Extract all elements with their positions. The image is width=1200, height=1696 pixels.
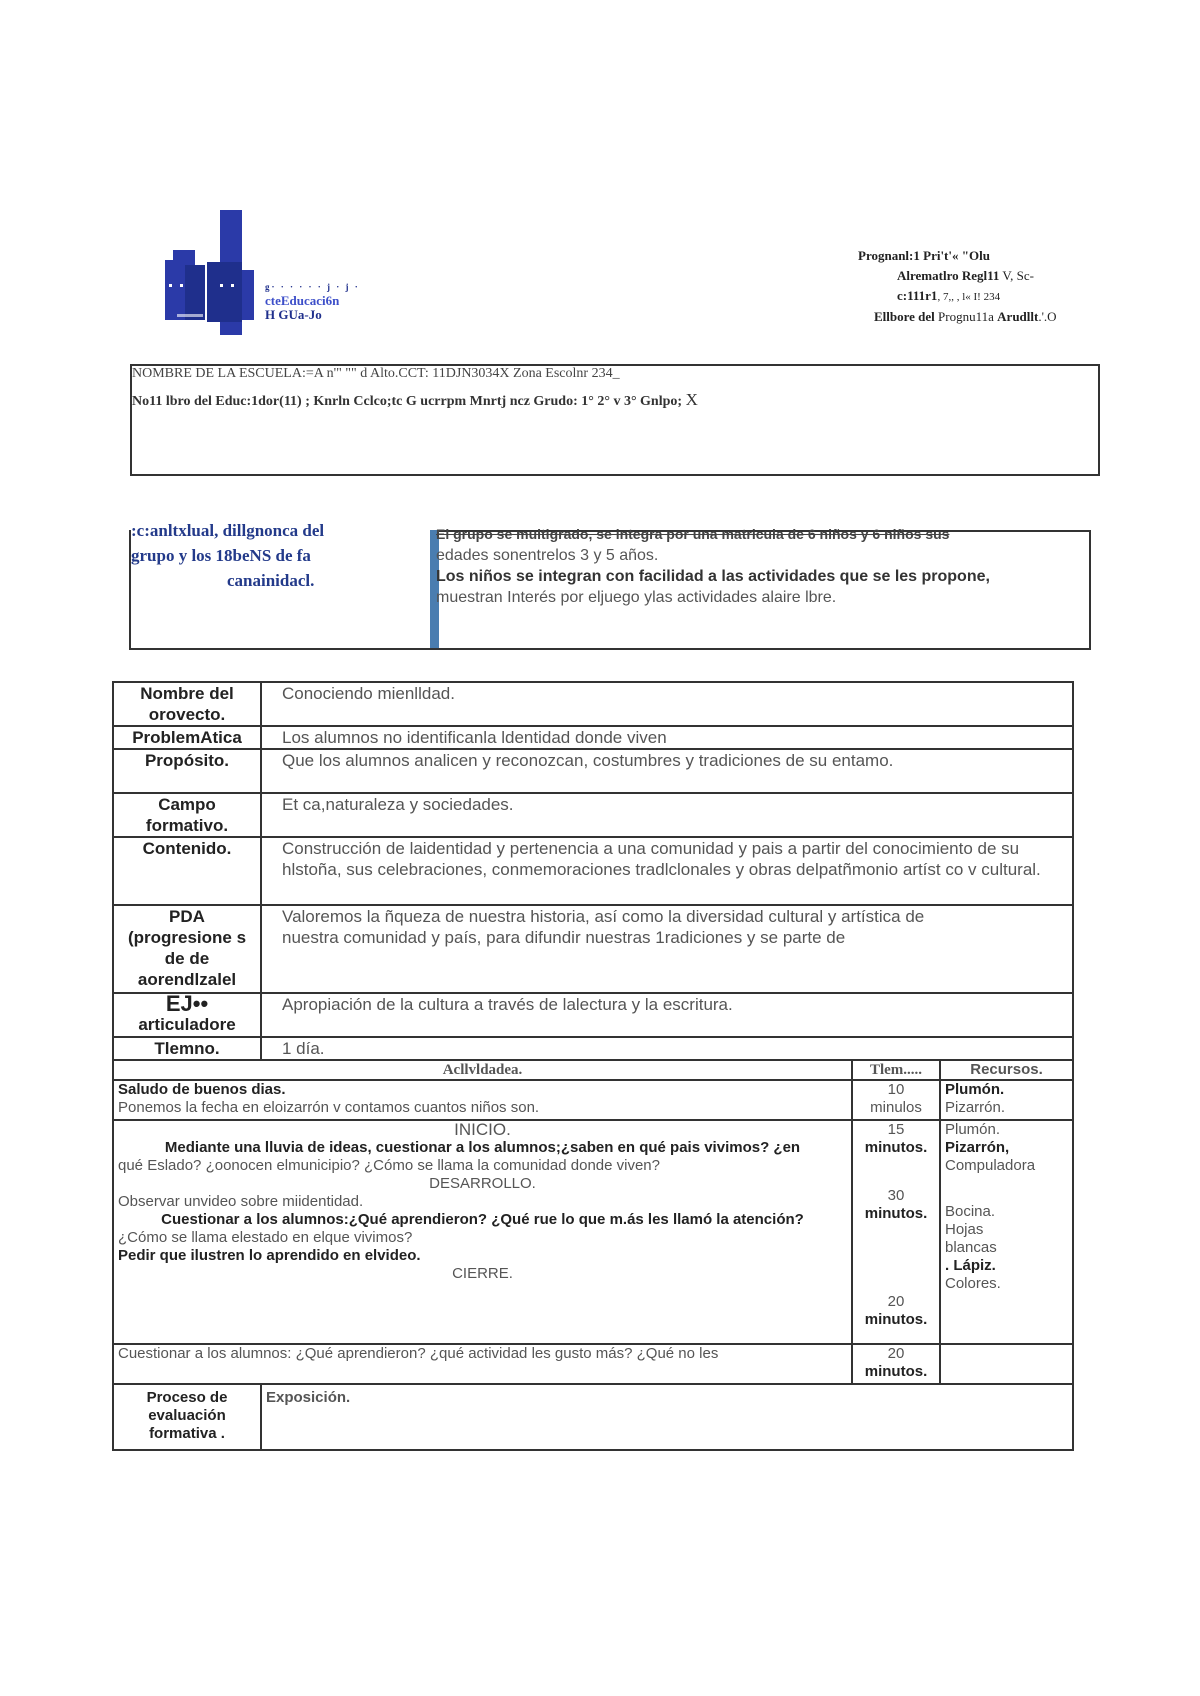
activity-row-2 bbox=[113, 1120, 1073, 1344]
header-line-3: c:111r1, 7,, , l« I! 234 bbox=[897, 288, 1001, 303]
time-label: Tlemno. bbox=[113, 1037, 261, 1060]
school-name-line: NOMBRE DE LA ESCUELA:=A n'" "" d Alto.CCT: 11DJN3034X Zona Escolnr 234_ bbox=[132, 366, 620, 381]
axis-row bbox=[113, 993, 1073, 1037]
pda-value: Valoremos la ñqueza de nuestra historia, así como la diversidad cultural y artística de nuestra comunidad y país, para difundir nuestras 1radiciones y se parte de bbox=[261, 905, 1073, 993]
evaluation-label: Proceso de evaluación formativa . bbox=[113, 1384, 261, 1450]
project-table bbox=[112, 681, 1074, 1451]
activity-row-3 bbox=[113, 1344, 1073, 1384]
field-value: Et ca,naturaleza y sociedades. bbox=[261, 793, 1073, 837]
context-box bbox=[129, 521, 1091, 650]
problem-label: ProblemAtica bbox=[113, 726, 261, 749]
logo-text-2: cteEducaci6n bbox=[265, 293, 340, 308]
activity-3: Cuestionar a los alumnos: ¿Qué aprendieron? ¿qué actividad les gusto más? ¿Qué no les bbox=[113, 1344, 852, 1384]
logo-text-3: H GUa-Jo bbox=[265, 307, 322, 322]
evaluation-row bbox=[113, 1384, 1073, 1450]
activity-3-resources bbox=[940, 1344, 1073, 1384]
logo bbox=[165, 210, 365, 335]
axis-value: Apropiación de la cultura a través de lalectura y la escritura. bbox=[261, 993, 1073, 1037]
pda-row bbox=[113, 905, 1073, 993]
project-name-label: Nombre del orovecto. bbox=[113, 682, 261, 726]
activity-2-resources: Plumón. Pizarrón, Compuladora Bocina. Hojas blancas . Lápiz. Colores. bbox=[940, 1120, 1073, 1344]
purpose-row bbox=[113, 749, 1073, 793]
time-value: 1 día. bbox=[261, 1037, 1073, 1060]
project-name-row bbox=[113, 682, 1073, 726]
content-label: Contenido. bbox=[113, 837, 261, 905]
activity-2: INICIO. Mediante una lluvia de ideas, cuestionar a los alumnos;¿saben en qué pais vivimos? ¿en qué Eslado? ¿oonocen elmunicipio? ¿Cómo se llama la comunidad donde viven? DESARROLLO. Observar unvideo sobre miidentidad. Cuestionar a los alumnos:¿Qué aprendieron? ¿Qué rue lo que m.ás les llamó la atención? ¿Cómo se llama elestado en elque vivimos? Pedir que ilustren lo aprendido en elvideo. CIERRE. bbox=[113, 1120, 852, 1344]
context-label: :c:anltxlual, dillgnonca del grupo y los 18beNS de fa canainidacl. bbox=[131, 521, 325, 590]
project-name-value: Conociendo mienlldad. bbox=[261, 682, 1073, 726]
content-value: Construcción de laidentidad y pertenencia a una comunidad y pais a partir del conocimiento de su hlstoña, sus celebraciones, conmemoraciones tradlclonales y obras delpatñmonio artíst co v cultural. bbox=[261, 837, 1073, 905]
pda-label: PDA (progresione s de de aorendlzalel bbox=[113, 905, 261, 993]
axis-label: EJ•• articuladore bbox=[113, 993, 261, 1037]
header-line-2: Alrematlro Regl11 V, Sc- bbox=[897, 268, 1034, 283]
activity-1: Saludo de buenos dias. Ponemos la fecha en eloizarrón v contamos cuantos niños son. bbox=[113, 1080, 852, 1120]
purpose-label: Propósito. bbox=[113, 749, 261, 793]
problem-row bbox=[113, 726, 1073, 749]
activity-1-time: 10 minulos bbox=[852, 1080, 940, 1120]
header-line-4: Ellbore del Prognu11a Arudllt.'.O bbox=[874, 309, 1057, 324]
evaluation-value: Exposición. bbox=[261, 1384, 1073, 1450]
activity-2-time: 15 minutos. 30 minutos. 20 minutos. bbox=[852, 1120, 940, 1344]
time-row bbox=[113, 1037, 1073, 1060]
logo-buildings-icon bbox=[165, 210, 265, 335]
activity-3-time: 20 minutos. bbox=[852, 1344, 940, 1384]
content-row bbox=[113, 837, 1073, 905]
time-header: Tlem..... bbox=[852, 1060, 940, 1080]
resources-header: Recursos. bbox=[940, 1060, 1073, 1080]
activities-header-row bbox=[113, 1060, 1073, 1080]
purpose-value: Que los alumnos analicen y reconozcan, costumbres y tradiciones de su entamo. bbox=[261, 749, 1073, 793]
program-header bbox=[840, 246, 1140, 327]
activity-row-1 bbox=[113, 1080, 1073, 1120]
field-row bbox=[113, 793, 1073, 837]
activity-1-resources: Plumón. Pizarrón. bbox=[940, 1080, 1073, 1120]
school-info-box bbox=[130, 364, 1100, 476]
activities-header: Acllvldadea. bbox=[113, 1060, 852, 1080]
logo-text-1: g· · · · · · j · j · bbox=[265, 282, 360, 292]
problem-value: Los alumnos no identificanla ldentidad donde viven bbox=[261, 726, 1073, 749]
header-line-1: Prognanl:1 Pri't'« "Olu bbox=[858, 248, 990, 263]
context-description: El grupo se multigrado, se integra por una matricula de 6 niños y 6 niños sus edades sonentrelos 3 y 5 años. Los niños se integran con facilidad a las actividades que se les propone, muestran Interés por eljuego ylas actividades alaire lbre. bbox=[436, 526, 990, 606]
educator-grade-line: No11 lbro del Educ:1dor(11) ; Knrln Cclco;tc G ucrrpm Mnrtj ncz Grudo: 1° 2° v 3° Gnlpo; X bbox=[132, 390, 698, 409]
field-label: Campo formativo. bbox=[113, 793, 261, 837]
